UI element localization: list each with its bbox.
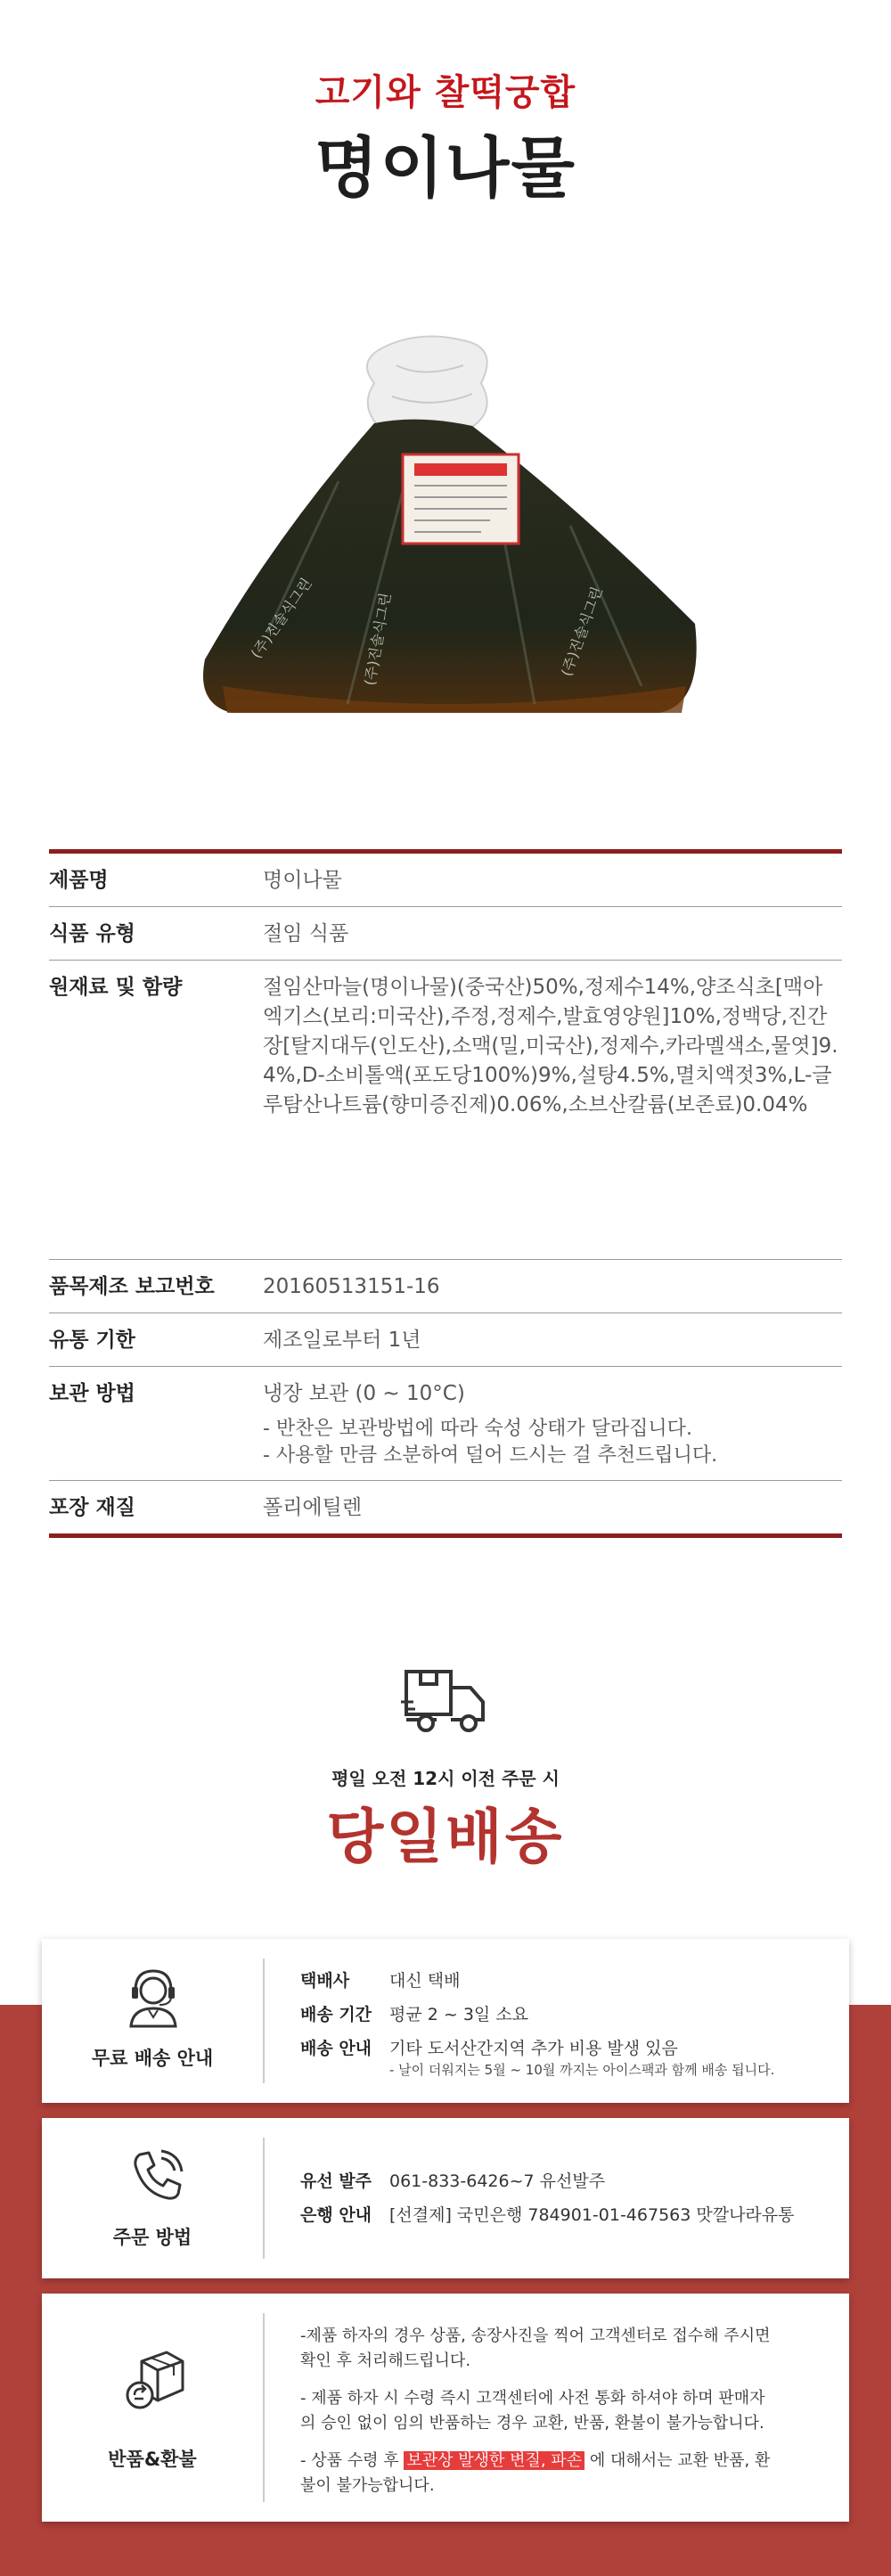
hero-subtitle: 고기와 찰떡궁합 <box>315 72 576 113</box>
storage-note: - 반찬은 보관방법에 따라 숙성 상태가 달라집니다. <box>263 1418 692 1440</box>
card-divider <box>263 2313 265 2502</box>
delivery-info-list <box>300 1964 813 2080</box>
info-value: 평균 2 ~ 3일 소요 <box>389 2005 529 2024</box>
return-box-icon <box>124 2349 186 2411</box>
table-row <box>49 854 842 907</box>
table-row <box>49 1367 842 1481</box>
spec-key: 식품 유형 <box>49 922 135 945</box>
delivery-truck-icon <box>401 1666 490 1738</box>
order-info-card <box>42 2118 849 2278</box>
table-row <box>49 1481 842 1533</box>
table-row <box>49 1260 842 1313</box>
table-row <box>49 961 842 1237</box>
spec-key: 보관 방법 <box>49 1382 135 1405</box>
order-info-list <box>300 2164 813 2232</box>
card-left <box>42 2294 263 2522</box>
spec-value: 절임산마늘(명이나물)(중국산)50%,정제수14%,양조식초[맥아엑기스(보리:미국산),주정,정제수,발효영양원]10%,정백당,진간장[탈지대두(인도산),소맥(밀,미국산),정제수,카라멜색소,물엿]9.4%,D-소비톨액(포도당100%)9%,설탕4.5%,멸치액젓3%,L-글루탐산나트륨(향미증진제)0.06%,소브산칼륨(보존료)0.04% <box>263 976 838 1116</box>
info-row <box>300 2198 813 2232</box>
headset-agent-icon <box>124 1966 183 2028</box>
spec-value: 제조일로부터 1년 <box>263 1329 421 1352</box>
info-value: 대신 택배 <box>389 1971 461 1991</box>
phone-icon <box>131 2149 184 2203</box>
spec-value-group <box>263 1379 842 1469</box>
same-day-headline: 당일배송 <box>326 1803 565 1871</box>
spec-table-2 <box>49 1259 842 1538</box>
bag-brand-mark: (주)진솔식그린 <box>361 591 395 687</box>
card-label: 주문 방법 <box>112 2227 192 2248</box>
return-text: 에 대해서는 교환 반품, 환불이 불가능합니다. <box>300 2451 771 2495</box>
spec-table-1 <box>49 849 842 1237</box>
hero-title: 명이나물 <box>315 130 576 207</box>
bag-brand-mark: (주)진솔식그린 <box>557 584 606 679</box>
table-row <box>49 907 842 961</box>
info-row <box>300 2164 813 2198</box>
return-paragraph: -제품 하자의 경우 상품, 송장사진을 찍어 고객센터로 접수해 주시면 확인 후 처리해드립니다. <box>300 2327 771 2370</box>
table-bottom-rule <box>49 1533 842 1538</box>
info-key: 배송 안내 <box>300 2039 372 2058</box>
product-image <box>196 330 713 722</box>
spec-value: 냉장 보관 (0 ~ 10°C) <box>263 1382 465 1405</box>
delivery-info-card <box>42 1939 849 2103</box>
spec-value: 명이나물 <box>263 869 342 892</box>
card-left <box>42 2118 263 2278</box>
info-key: 배송 기간 <box>300 2005 372 2024</box>
info-row <box>300 1964 813 1998</box>
card-divider <box>263 2138 265 2259</box>
info-value: 기타 도서산간지역 추가 비용 발생 있음 <box>389 2039 678 2058</box>
spec-key: 품목제조 보고번호 <box>49 1275 215 1298</box>
info-key: 은행 안내 <box>300 2205 372 2225</box>
table-row <box>49 1313 842 1367</box>
spec-value: 절임 식품 <box>263 922 349 945</box>
return-paragraph <box>300 2449 778 2498</box>
info-value: 061-833-6426~7 유선발주 <box>389 2171 606 2191</box>
highlight-text: 보관상 발생한 변질, 파손 <box>404 2451 584 2470</box>
spec-key: 유통 기한 <box>49 1329 135 1352</box>
storage-note: - 사용할 만큼 소분하여 덜어 드시는 걸 추천드립니다. <box>263 1444 718 1467</box>
return-text: - 상품 수령 후 <box>300 2451 405 2470</box>
spec-value: 폴리에틸렌 <box>263 1496 363 1519</box>
same-day-lead: 평일 오전 12시 이전 주문 시 <box>331 1768 560 1789</box>
return-info-text <box>300 2324 778 2511</box>
card-divider <box>263 1959 265 2083</box>
bag-brand-mark: (주)진솔식그린 <box>247 575 315 662</box>
pickled-vegetable-bag-icon <box>196 330 713 722</box>
info-key: 유선 발주 <box>300 2171 372 2191</box>
spec-key: 원재료 및 함량 <box>49 976 183 999</box>
spec-key: 포장 재질 <box>49 1496 135 1519</box>
spec-value: 20160513151-16 <box>263 1275 440 1298</box>
return-info-card <box>42 2294 849 2522</box>
return-paragraph: - 제품 하자 시 수령 즉시 고객센터에 사전 통화 하셔야 하며 판매자의 승인 없이 임의 반품하는 경우 교환, 반품, 환불이 불가능합니다. <box>300 2389 765 2433</box>
delivery-note: - 날이 더워지는 5월 ~ 10월 까지는 아이스팩과 함께 배송 됩니다. <box>389 2062 775 2078</box>
info-value: [선결제] 국민은행 784901-01-467563 맛깔나라유통 <box>389 2205 795 2225</box>
info-row <box>300 1998 813 2032</box>
card-label: 반품&환불 <box>108 2449 197 2470</box>
info-key: 택배사 <box>300 1971 350 1991</box>
card-left <box>42 1939 263 2103</box>
spec-key: 제품명 <box>49 869 109 892</box>
card-label: 무료 배송 안내 <box>91 2048 214 2069</box>
